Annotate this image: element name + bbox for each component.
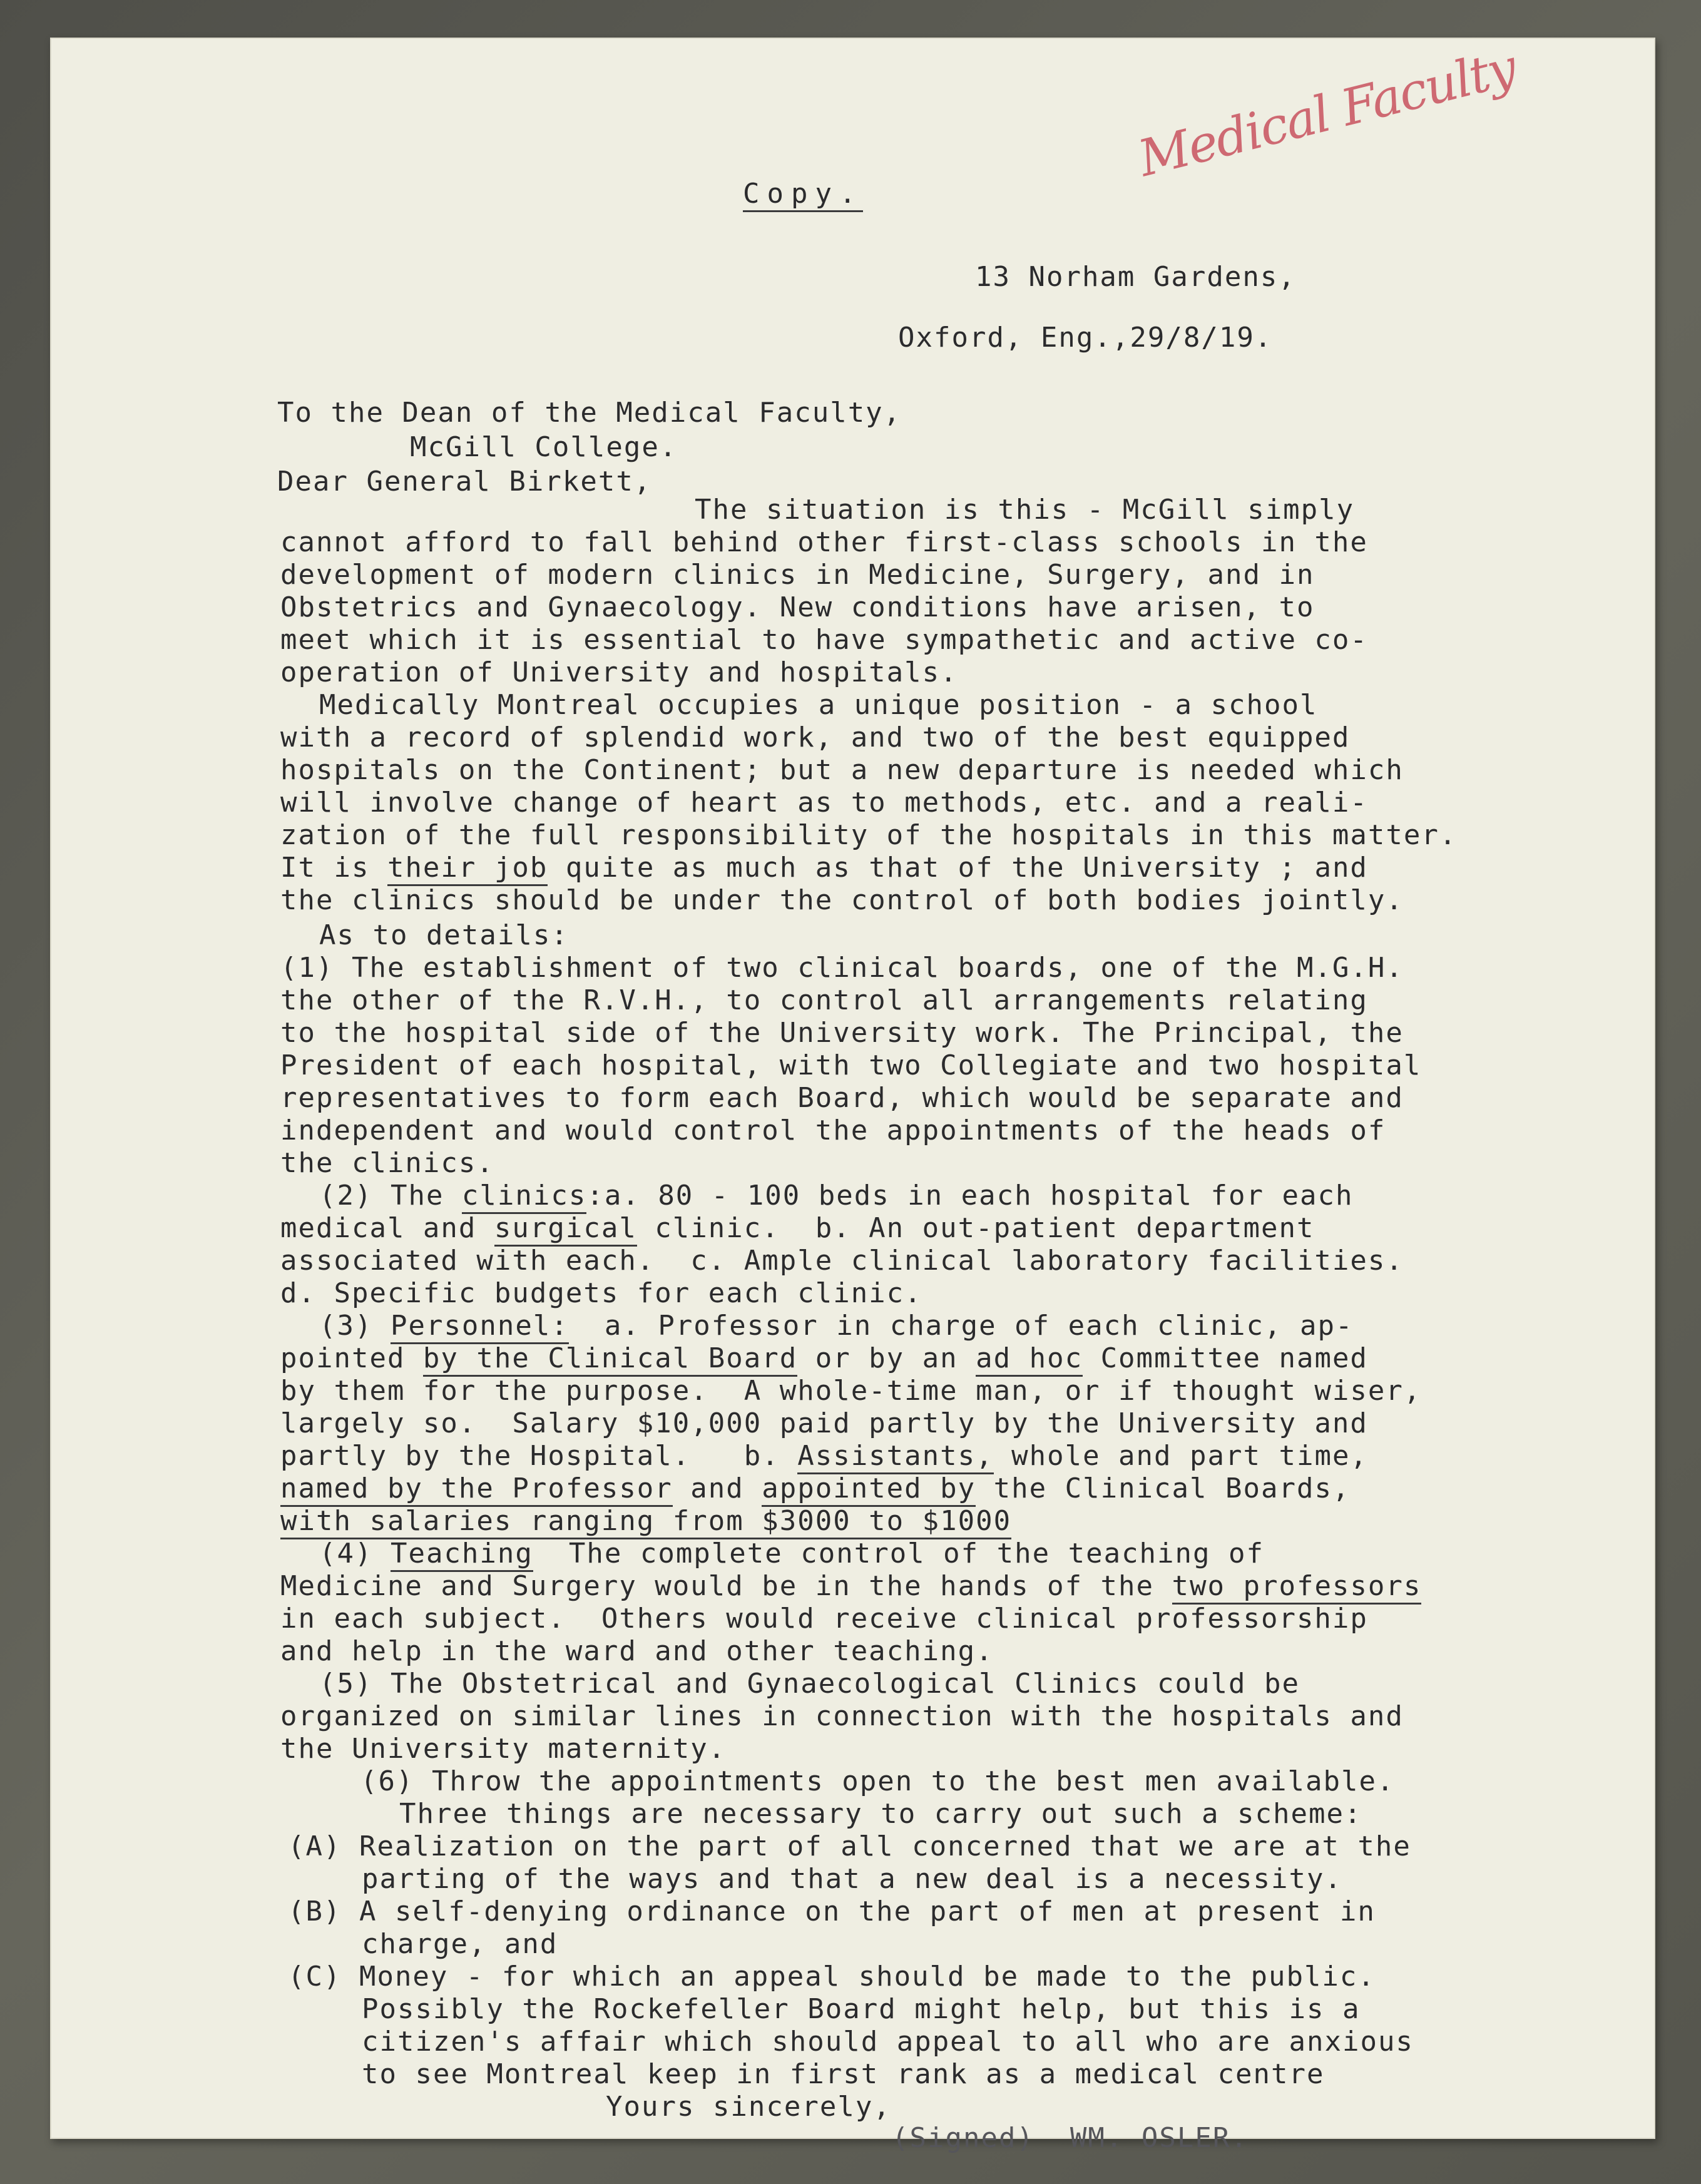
closing: Yours sincerely, — [606, 2091, 891, 2123]
item-a-line: (A) Realization on the part of all concerned that we are at the — [288, 1830, 1411, 1862]
item-1-line: independent and would control the appointments of the heads of — [280, 1115, 1386, 1146]
item-4-line: and help in the ward and other teaching. — [280, 1635, 994, 1667]
item-c-line: (C) Money - for which an appeal should be made to the public. — [288, 1961, 1376, 1993]
item-c-line: to see Montreal keep in first rank as a medical centre — [362, 2058, 1325, 2090]
item-c-line: Possibly the Rockefeller Board might help, but this is a — [362, 1993, 1361, 2025]
body-line: with a record of splendid work, and two of the best equipped — [280, 722, 1351, 753]
item-3-line: (3) Personnel: a. Professor in charge of each clinic, ap- — [319, 1310, 1353, 1342]
item-4-line: (4) Teaching The complete control of the teaching of — [319, 1538, 1264, 1569]
body-line: will involve change of heart as to methods, etc. and a reali- — [280, 787, 1368, 819]
item-1-line: the other of the R.V.H., to control all arrangements relating — [280, 984, 1368, 1016]
item-3-line: partly by the Hospital. b. Assistants, whole and part time, — [280, 1441, 1368, 1472]
address-line-1: 13 Norham Gardens, — [975, 261, 1296, 293]
item-3-line: pointed by the Clinical Board or by an ad hoc Committee named — [280, 1343, 1368, 1374]
recipient-line-1: To the Dean of the Medical Faculty, — [277, 397, 902, 429]
signature: (Signed) WM. OSLER. — [892, 2122, 1249, 2154]
item-b-line: charge, and — [362, 1928, 558, 1960]
item-1-line: President of each hospital, with two Collegiate and two hospital — [280, 1049, 1422, 1081]
item-6-line: (6) Throw the appointments open to the best men available. — [360, 1765, 1395, 1797]
item-2-line: medical and surgical clinic. b. An out-patient department — [280, 1213, 1314, 1244]
item-1-line: to the hospital side of the University work. The Principal, the — [280, 1017, 1404, 1049]
body-line: Obstetrics and Gynaecology. New conditions have arisen, to — [280, 591, 1315, 623]
item-2-line: d. Specific budgets for each clinic. — [280, 1277, 922, 1309]
item-5-line: (5) The Obstetrical and Gynaecological Clinics could be — [319, 1668, 1300, 1700]
item-3-line: with salaries ranging from $3000 to $1000 — [280, 1506, 1011, 1539]
handwritten-annotation: Medical Faculty — [1133, 38, 1521, 188]
body-line: Medically Montreal occupies a unique position - a school — [319, 689, 1318, 721]
heading-copy: Copy. — [743, 178, 863, 212]
item-4-line: in each subject. Others would receive clinical professorship — [280, 1603, 1368, 1635]
body-line: hospitals on the Continent; but a new departure is needed which — [280, 754, 1404, 786]
item-3-line: by them for the purpose. A whole-time man, or if thought wiser, — [280, 1375, 1422, 1407]
body-line: zation of the full responsibility of the hospitals in this matter. — [280, 819, 1458, 851]
body-line: The situation is this - McGill simply — [695, 494, 1355, 526]
item-5-line: the University maternity. — [280, 1733, 727, 1765]
body-line: operation of University and hospitals. — [280, 656, 958, 688]
letter-page — [50, 38, 1655, 2154]
body-line: meet which it is essential to have sympathetic and active co- — [280, 624, 1368, 656]
body-line: the clinics should be under the control of both bodies jointly. — [280, 884, 1404, 916]
body-line: development of modern clinics in Medicine, Surgery, and in — [280, 559, 1315, 591]
details-intro: As to details: — [319, 919, 569, 951]
item-b-line: (B) A self-denying ordinance on the part of men at present in — [288, 1896, 1376, 1927]
item-2-line: associated with each. c. Ample clinical laboratory facilities. — [280, 1245, 1404, 1277]
item-1-line: representatives to form each Board, which would be separate and — [280, 1082, 1404, 1114]
item-3-line: largely so. Salary $10,000 paid partly by the University and — [280, 1407, 1368, 1439]
item-1-line: the clinics. — [280, 1147, 494, 1179]
item-5-line: organized on similar lines in connection with the hospitals and — [280, 1700, 1404, 1732]
three-things-line: Three things are necessary to carry out such a scheme: — [399, 1798, 1362, 1830]
body-line: cannot afford to fall behind other first-class schools in the — [280, 526, 1368, 558]
item-2-line: (2) The clinics:a. 80 - 100 beds in each hospital for each — [319, 1180, 1353, 1212]
item-3-line: named by the Professor and appointed by the Clinical Boards, — [280, 1473, 1350, 1504]
address-line-2: Oxford, Eng.,29/8/19. — [898, 322, 1273, 354]
item-1-line: (1) The establishment of two clinical boards, one of the M.G.H. — [280, 952, 1404, 984]
body-line: It is their job quite as much as that of the University ; and — [280, 852, 1368, 884]
underlined-phrase: their job — [387, 852, 548, 886]
item-c-line: citizen's affair which should appeal to all who are anxious — [362, 2026, 1414, 2058]
item-a-line: parting of the ways and that a new deal is a necessity. — [362, 1863, 1342, 1895]
recipient-line-2: McGill College. — [410, 431, 678, 463]
salutation: Dear General Birkett, — [277, 466, 652, 498]
item-4-line: Medicine and Surgery would be in the hands of the two professors — [280, 1571, 1421, 1602]
